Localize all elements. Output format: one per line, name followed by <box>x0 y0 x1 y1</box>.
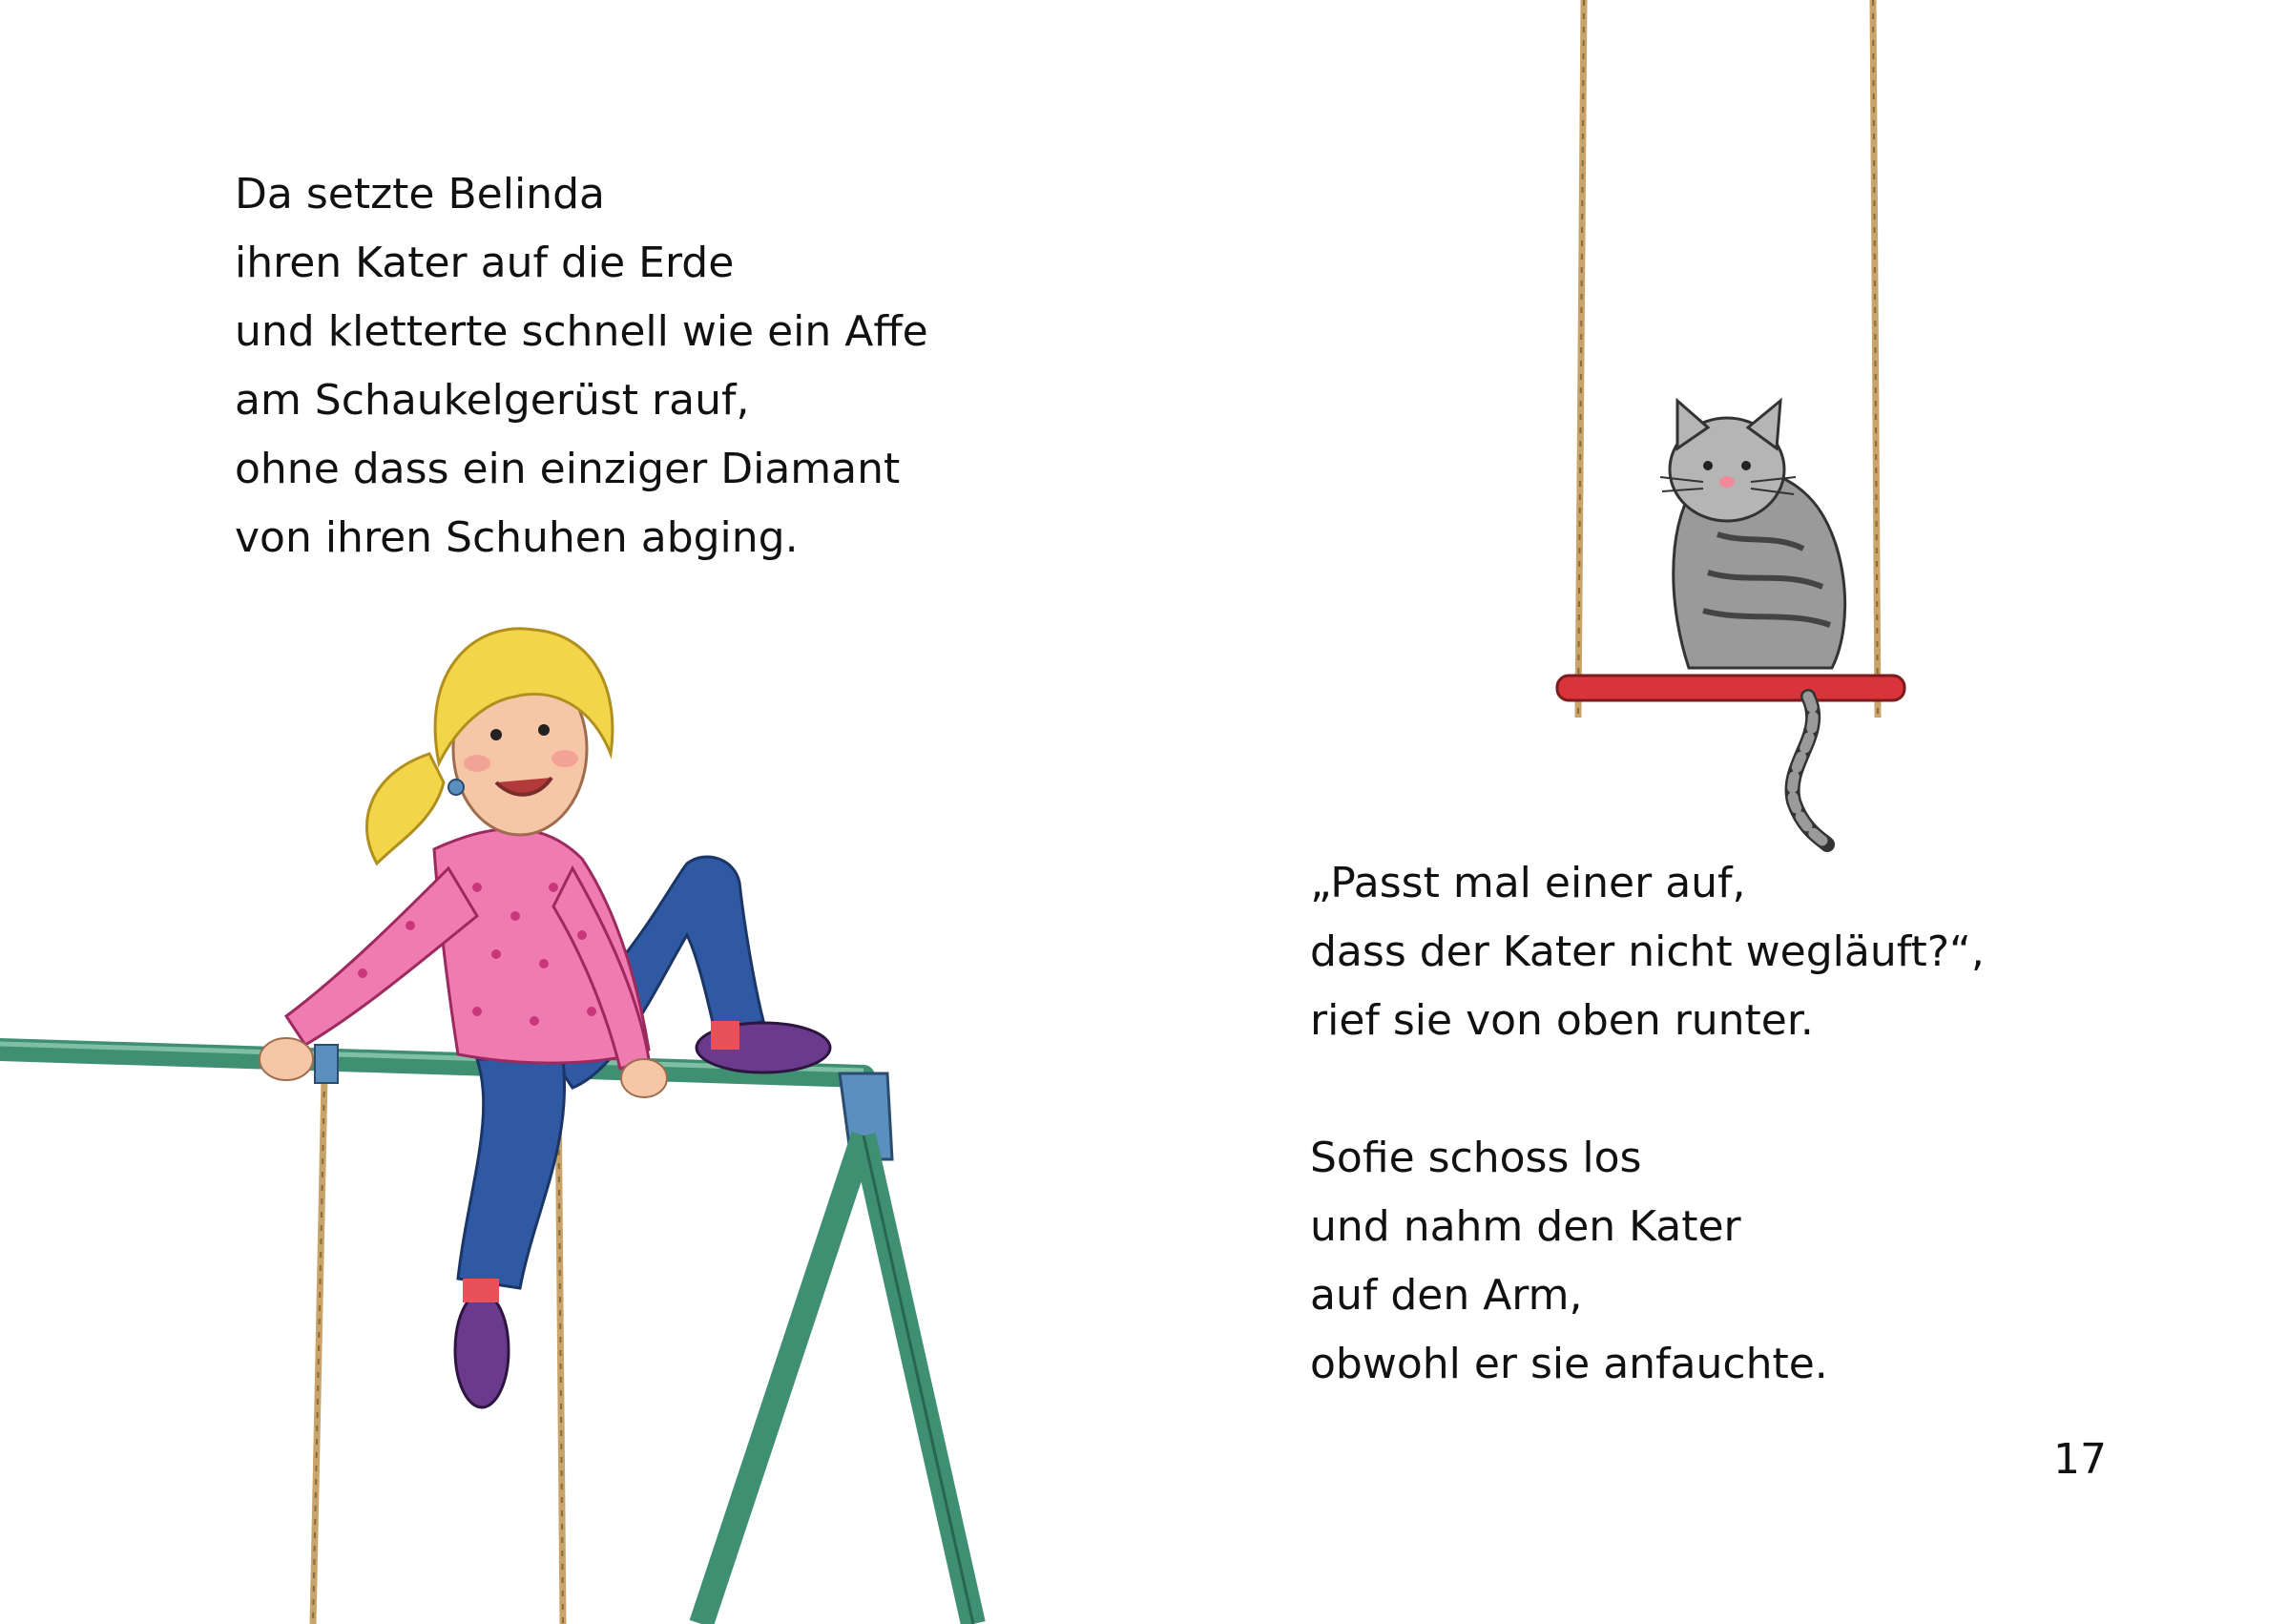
story-line: dass der Kater nicht wegläuft?“, <box>1310 927 1985 976</box>
girl-on-swing-frame-illustration <box>0 629 973 1624</box>
story-line: und nahm den Kater <box>1310 1202 1741 1251</box>
story-line: ohne dass ein einziger Diamant <box>235 445 901 493</box>
story-text-right-paragraph <box>1310 1124 1828 1399</box>
story-text-left <box>235 160 928 573</box>
story-line: Sofie schoss los <box>1310 1134 1642 1182</box>
story-line: „Passt mal einer auf, <box>1310 859 1746 907</box>
story-line: am Schaukelgerüst rauf, <box>235 376 750 425</box>
story-line: rief sie von oben runter. <box>1310 996 1814 1045</box>
story-line: auf den Arm, <box>1310 1271 1583 1320</box>
story-line: ihren Kater auf die Erde <box>235 239 735 287</box>
story-line: von ihren Schuhen abging. <box>235 513 799 562</box>
story-line: Da setzte Belinda <box>235 170 605 219</box>
cat-on-swing-illustration <box>1557 0 1904 844</box>
story-line: und kletterte schnell wie ein Affe <box>235 307 928 356</box>
story-text-right-quote <box>1310 849 1985 1055</box>
page-number: 17 <box>2053 1435 2107 1484</box>
story-line: obwohl er sie anfauchte. <box>1310 1340 1828 1388</box>
